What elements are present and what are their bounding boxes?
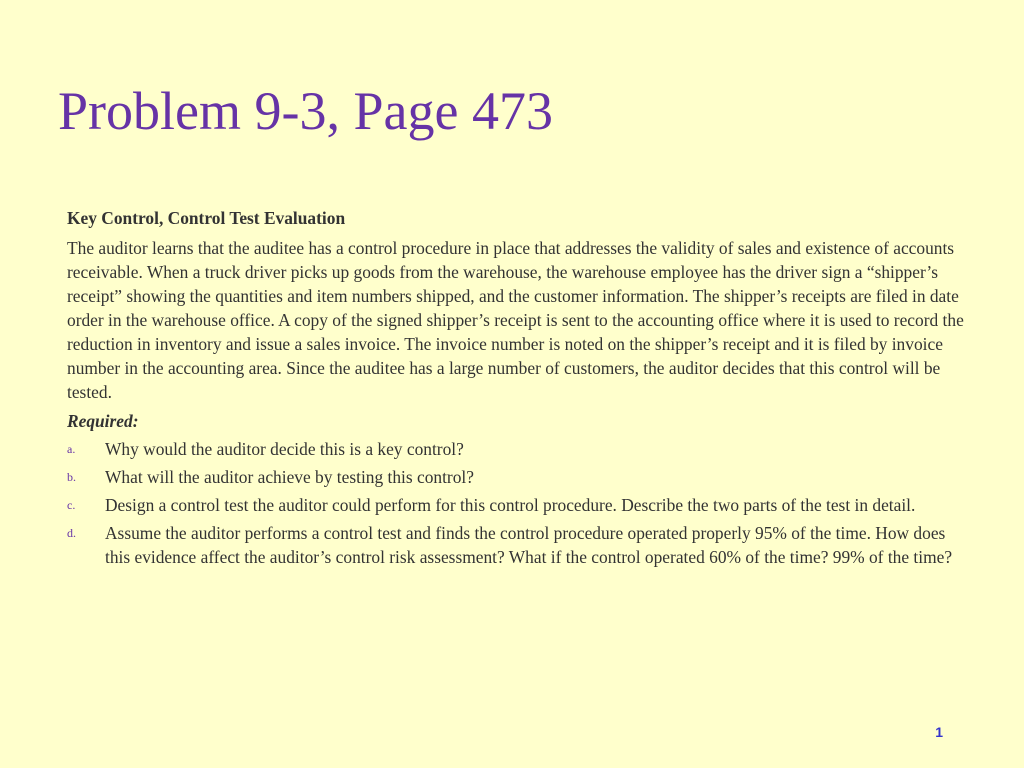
required-label: Required: (67, 411, 139, 431)
problem-description: The auditor learns that the auditee has a control procedure in place that addresses the validity of sales and existence of accounts receivable. When a truck driver picks up goods from the warehouse, the warehouse employee has the driver sign a “shipper’s receipt” showing the quantities and item numbers shipped, and the customer information. The shipper’s receipts are filed in date order in the warehouse office. A copy of the signed shipper’s receipt is sent to the accounting office where it is used to record the reduction in inventory and issue a sales invoice. The invoice number is noted on the shipper’s receipt and it is filed by invoice number in the accounting area. Since the auditee has a large number of customers, the auditor decides that this control will be tested. (67, 238, 964, 402)
slide-title: Problem 9-3, Page 473 (58, 81, 553, 141)
page-number: 1 (935, 724, 943, 740)
question-item-b (67, 465, 967, 489)
question-text-a: Why would the auditor decide this is a key control? (105, 439, 464, 459)
question-text-c: Design a control test the auditor could perform for this control procedure. Describe the two parts of the test in detail. (105, 495, 916, 515)
question-marker-d: d. (67, 526, 76, 540)
question-item-d (67, 521, 967, 569)
question-item-c (67, 493, 967, 517)
question-marker-b: b. (67, 470, 76, 484)
question-text-d: Assume the auditor performs a control test and finds the control procedure operated properly 95% of the time. How does this evidence affect the auditor’s control risk assessment? What if the control operated 60% of the time? 99% of the time? (105, 523, 953, 567)
section-heading: Key Control, Control Test Evaluation (67, 208, 346, 228)
question-marker-a: a. (67, 442, 76, 456)
question-marker-c: c. (67, 498, 76, 512)
question-list (67, 437, 967, 569)
question-item-a (67, 437, 967, 461)
question-text-b: What will the auditor achieve by testing this control? (105, 467, 474, 487)
slide-content (67, 206, 967, 573)
